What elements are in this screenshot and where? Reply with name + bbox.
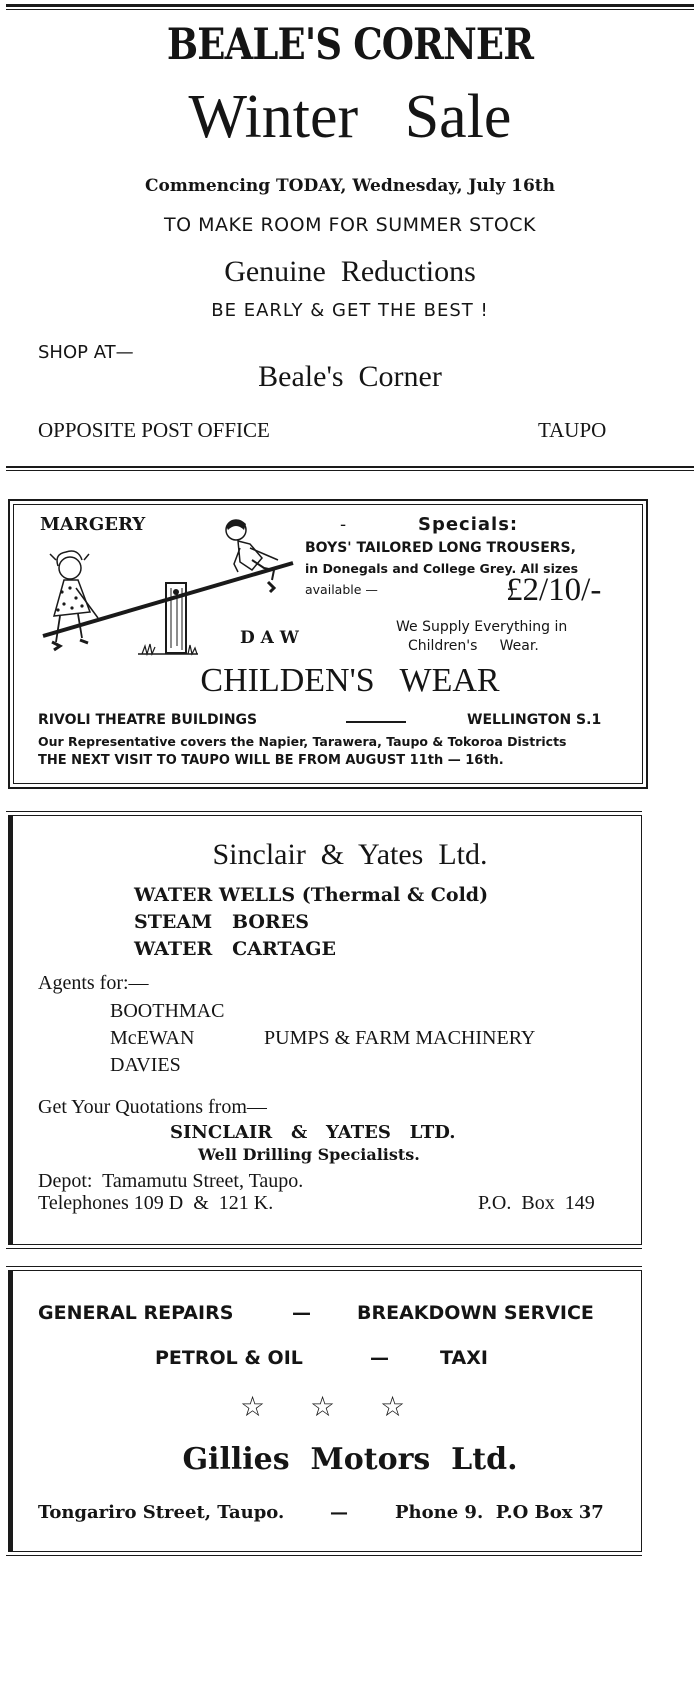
service-water-cartage: WATER CARTAGE bbox=[134, 938, 336, 960]
top-rule-thin bbox=[6, 9, 694, 10]
street-dash: — bbox=[330, 1502, 348, 1523]
company-line: SINCLAIR & YATES LTD. bbox=[170, 1122, 456, 1143]
breakdown-service: BREAKDOWN SERVICE bbox=[357, 1302, 594, 1324]
address-right: WELLINGTON S.1 bbox=[467, 712, 602, 728]
sinclair-bottom-rule bbox=[6, 1248, 642, 1249]
daw-label: D A W bbox=[240, 628, 299, 648]
brand-mcewan: McEWAN bbox=[110, 1027, 195, 1049]
taxi-label: TAXI bbox=[440, 1347, 488, 1369]
commencing-line: Commencing TODAY, Wednesday, July 16th bbox=[145, 176, 555, 196]
opposite-line: OPPOSITE POST OFFICE bbox=[38, 418, 270, 442]
repairs-dash: — bbox=[292, 1302, 311, 1324]
street-line: Tongariro Street, Taupo. bbox=[38, 1502, 285, 1523]
brand-davies: DAVIES bbox=[110, 1054, 181, 1076]
top-rule bbox=[6, 4, 694, 7]
specials-heading: Specials: bbox=[418, 514, 519, 535]
store-name: BEALE'S CORNER bbox=[166, 20, 534, 70]
town-label: TAUPO bbox=[538, 418, 607, 442]
available-line: available — bbox=[305, 582, 378, 597]
shop-name: Beale's Corner bbox=[258, 360, 442, 393]
po-box-line: P.O. Box 149 bbox=[478, 1192, 595, 1214]
early-line: BE EARLY & GET THE BEST ! bbox=[211, 300, 489, 321]
beales-bottom-rule-thin bbox=[6, 470, 694, 471]
trousers-line: BOYS' TAILORED LONG TROUSERS, bbox=[305, 540, 576, 556]
gillies-name: Gillies Motors Ltd. bbox=[182, 1442, 518, 1477]
service-water-wells: WATER WELLS (Thermal & Cold) bbox=[134, 884, 489, 906]
margery-label: MARGERY bbox=[40, 514, 146, 535]
supply-line-1: We Supply Everything in bbox=[396, 619, 568, 635]
general-repairs: GENERAL REPAIRS bbox=[38, 1302, 234, 1324]
brand-boothmac: BOOTHMAC bbox=[110, 1000, 225, 1022]
specialists-line: Well Drilling Specialists. bbox=[198, 1145, 420, 1164]
telephones-line: Telephones 109 D & 121 K. bbox=[38, 1192, 274, 1214]
next-visit-line: THE NEXT VISIT TO TAUPO WILL BE FROM AUGUST 11th — 16th. bbox=[38, 753, 504, 768]
agents-label: Agents for:— bbox=[38, 972, 149, 994]
quotations-line: Get Your Quotations from— bbox=[38, 1096, 267, 1118]
depot-line: Depot: Tamamutu Street, Taupo. bbox=[38, 1170, 304, 1192]
supply-line-2: Children's Wear. bbox=[408, 638, 539, 654]
sinclair-top-rule bbox=[6, 811, 642, 812]
phone-box-line: Phone 9. P.O Box 37 bbox=[395, 1502, 604, 1523]
star-icon: ☆ bbox=[310, 1390, 336, 1423]
shop-at-label: SHOP AT— bbox=[38, 342, 134, 363]
trousers-price: £2/10/- bbox=[506, 572, 602, 608]
gillies-top-rule bbox=[6, 1266, 642, 1267]
reductions-line: Genuine Reductions bbox=[224, 255, 476, 288]
sinclair-left-bar bbox=[8, 815, 13, 1245]
address-divider bbox=[346, 721, 406, 723]
beales-bottom-rule bbox=[6, 466, 694, 468]
gillies-left-bar bbox=[8, 1270, 13, 1552]
childrens-wear-heading: CHILDEN'S WEAR bbox=[200, 662, 500, 699]
star-icon: ☆ bbox=[380, 1390, 406, 1423]
address-left: RIVOLI THEATRE BUILDINGS bbox=[38, 712, 258, 728]
pumps-machinery: PUMPS & FARM MACHINERY bbox=[264, 1027, 536, 1049]
gillies-bottom-rule bbox=[6, 1555, 642, 1556]
petrol-oil: PETROL & OIL bbox=[155, 1347, 303, 1369]
purpose-line: TO MAKE ROOM FOR SUMMER STOCK bbox=[163, 214, 536, 236]
service-steam-bores: STEAM BORES bbox=[134, 911, 309, 933]
colours-line: in Donegals and College Grey. All sizes bbox=[305, 561, 579, 576]
petrol-dash: — bbox=[370, 1347, 389, 1369]
sale-headline: Winter Sale bbox=[188, 83, 512, 151]
sinclair-name: Sinclair & Yates Ltd. bbox=[212, 838, 488, 871]
margery-dash: - bbox=[340, 515, 347, 535]
star-icon: ☆ bbox=[240, 1390, 266, 1423]
representative-line: Our Representative covers the Napier, Tarawera, Taupo & Tokoroa Districts bbox=[38, 734, 567, 749]
